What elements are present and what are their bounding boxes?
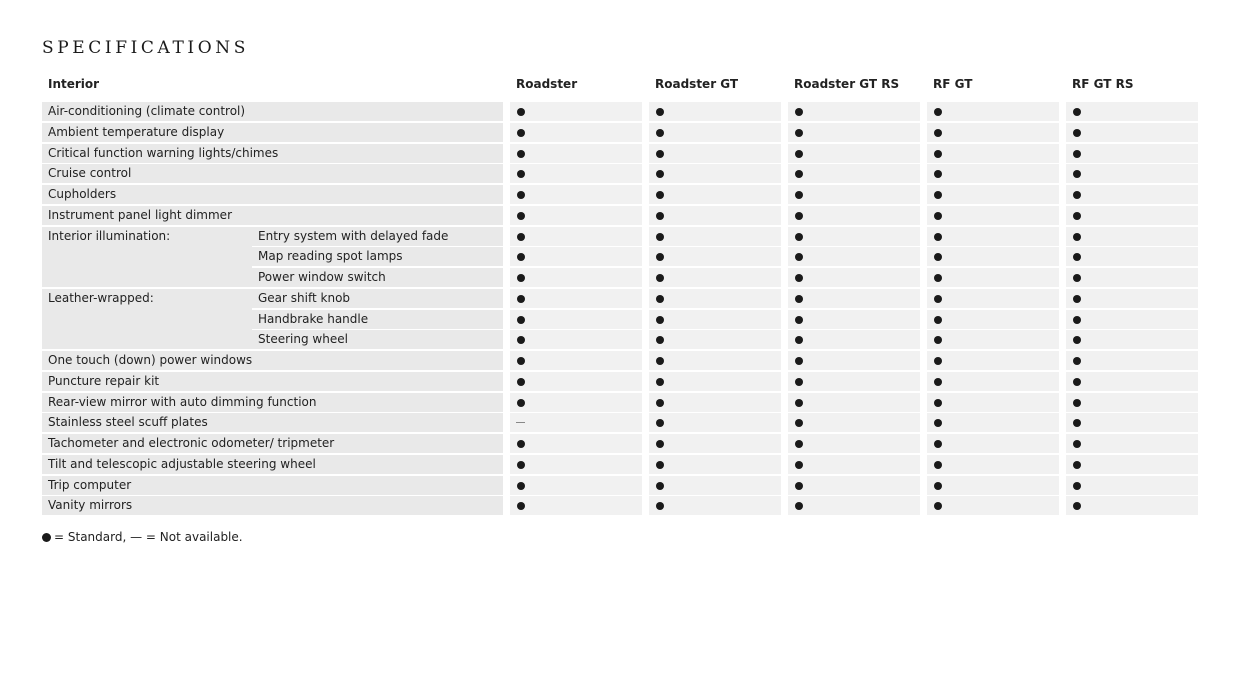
value-cell [927,351,1059,370]
legend-text: = Standard, — = Not available. [54,530,243,544]
table-row [42,393,1202,412]
standard-dot-icon [1073,295,1081,303]
standard-dot-icon [795,461,803,469]
value-cell [510,372,642,391]
value-cell [927,247,1059,266]
table-row [42,164,1202,183]
value-cell [788,227,920,246]
standard-dot-icon [795,399,803,407]
value-cell [510,310,642,329]
standard-dot-icon [1073,357,1081,365]
value-cell [510,164,642,183]
standard-dot-icon [656,316,664,324]
value-cell [1066,144,1198,163]
value-cell [510,289,642,308]
feature-label-cell [42,476,503,495]
value-cell [788,185,920,204]
feature-label-cell [42,393,503,412]
standard-dot-icon [795,212,803,220]
section-header: Interior [48,77,100,91]
table-row [42,289,1202,308]
standard-dot-icon [1073,378,1081,386]
feature-label-cell [42,164,503,183]
feature-label-cell [252,289,503,308]
feature-label-cell [42,372,503,391]
value-cell [510,206,642,225]
value-cell [1066,268,1198,287]
standard-dot-icon [795,295,803,303]
standard-dot-icon [517,461,525,469]
standard-dot-icon [1073,399,1081,407]
standard-dot-icon [934,295,942,303]
value-cell [788,393,920,412]
value-cell [510,351,642,370]
table-row [42,310,1202,329]
value-cell [927,393,1059,412]
value-cell [649,185,781,204]
value-cell [788,476,920,495]
table-row [42,413,1202,432]
value-cell [649,102,781,121]
legend [42,530,243,544]
feature-label-cell [42,351,503,370]
standard-dot-icon [656,150,664,158]
value-cell [927,476,1059,495]
value-cell [1066,413,1198,432]
standard-dot-icon [795,502,803,510]
table-row [42,434,1202,453]
value-cell [788,247,920,266]
value-cell [927,496,1059,515]
value-cell [649,393,781,412]
feature-label: Tachometer and electronic odometer/ tripmeter [48,436,335,450]
value-cell [1066,351,1198,370]
standard-dot-icon [656,129,664,137]
value-cell [649,455,781,474]
standard-dot-icon [795,274,803,282]
standard-dot-icon [934,274,942,282]
value-cell [788,351,920,370]
standard-dot-icon [934,212,942,220]
standard-dot-icon [934,502,942,510]
value-cell [510,455,642,474]
feature-label: Critical function warning lights/chimes [48,145,279,160]
standard-dot-icon [934,108,942,116]
standard-dot-icon [795,378,803,386]
value-cell [927,164,1059,183]
standard-dot-icon [1073,170,1081,178]
feature-label-cell [42,496,503,515]
value-cell [927,123,1059,142]
value-cell [788,164,920,183]
value-cell [649,164,781,183]
value-cell [788,330,920,349]
value-cell [927,310,1059,329]
value-cell [1066,310,1198,329]
table-row [42,123,1202,142]
standard-dot-icon [934,253,942,261]
value-cell [510,476,642,495]
standard-dot-icon [934,482,942,490]
standard-dot-icon [517,170,525,178]
value-cell [649,496,781,515]
not-available-dash-icon [516,422,525,423]
standard-dot-icon [934,336,942,344]
feature-label: One touch (down) power windows [48,353,253,367]
table-row [42,268,1202,287]
value-cell [927,102,1059,121]
value-cell [649,247,781,266]
standard-dot-icon [1073,440,1081,448]
feature-label-cell [42,185,503,204]
feature-label-cell [42,206,503,225]
standard-dot-icon [1073,150,1081,158]
standard-dot-icon [1073,233,1081,241]
feature-label-cell [42,434,503,453]
value-cell [510,413,642,432]
feature-label: Trip computer [48,477,132,492]
value-cell [1066,206,1198,225]
standard-dot-icon [934,233,942,241]
standard-dot-icon [656,170,664,178]
standard-dot-icon [1073,253,1081,261]
group-label: Leather-wrapped: [48,290,154,305]
standard-dot-icon [517,316,525,324]
value-cell [927,185,1059,204]
standard-dot-icon [517,440,525,448]
feature-label: Vanity mirrors [48,498,133,513]
value-cell [510,247,642,266]
standard-dot-icon [1073,461,1081,469]
value-cell [788,455,920,474]
value-cell [788,289,920,308]
standard-dot-icon [934,129,942,137]
value-cell [510,496,642,515]
standard-dot-icon [934,357,942,365]
standard-dot-icon [934,316,942,324]
standard-dot-icon [1073,274,1081,282]
value-cell [510,434,642,453]
value-cell [510,227,642,246]
feature-label-cell [42,413,503,432]
standard-dot-icon [795,316,803,324]
value-cell [1066,227,1198,246]
value-cell [649,413,781,432]
standard-dot-icon [1073,129,1081,137]
standard-dot-icon [656,399,664,407]
value-cell [927,434,1059,453]
feature-label: Cupholders [48,187,117,201]
value-cell [649,372,781,391]
value-cell [1066,496,1198,515]
standard-dot-icon [795,419,803,427]
feature-label-cell [252,247,503,266]
standard-dot-icon [795,336,803,344]
table-row [42,185,1202,204]
feature-label-cell [42,455,503,474]
standard-dot-icon [656,191,664,199]
value-cell [788,102,920,121]
standard-dot-icon [656,378,664,386]
table-row [42,476,1202,495]
standard-dot-icon [795,150,803,158]
value-cell [510,123,642,142]
sub-feature-label: Steering wheel [258,332,348,347]
standard-dot-icon [517,129,525,137]
group-label: Interior illumination: [48,228,171,243]
value-cell [649,144,781,163]
standard-dot-icon [795,482,803,490]
standard-dot-icon [517,482,525,490]
table-row [42,372,1202,391]
feature-label: Air-conditioning (climate control) [48,104,246,118]
table-row [42,330,1202,349]
value-cell [1066,289,1198,308]
standard-dot-icon [517,357,525,365]
sub-feature-label: Entry system with delayed fade [258,228,449,243]
value-cell [649,206,781,225]
standard-dot-icon [795,253,803,261]
standard-dot-icon [1073,316,1081,324]
feature-label: Cruise control [48,166,132,181]
table-row [42,247,1202,266]
standard-dot-icon [656,253,664,261]
feature-label: Stainless steel scuff plates [48,415,208,430]
standard-dot-icon [795,233,803,241]
table-row [42,102,1202,121]
feature-label-cell [252,268,503,287]
standard-dot-icon [795,357,803,365]
standard-dot-icon [656,440,664,448]
standard-dot-icon [1073,419,1081,427]
standard-dot-icon [656,295,664,303]
standard-dot-icon [517,108,525,116]
sub-feature-label: Gear shift knob [258,290,351,305]
value-cell [788,310,920,329]
standard-dot-icon [517,253,525,261]
standard-dot-icon [934,399,942,407]
value-cell [788,496,920,515]
standard-dot-icon [934,170,942,178]
standard-dot-icon [656,482,664,490]
value-cell [649,476,781,495]
feature-label: Puncture repair kit [48,373,160,388]
standard-dot-icon [656,336,664,344]
standard-dot-icon [656,212,664,220]
standard-dot-icon [1073,502,1081,510]
value-cell [927,227,1059,246]
value-cell [510,102,642,121]
feature-label: Ambient temperature display [48,124,225,139]
column-header: Roadster GT [655,77,739,91]
value-cell [649,227,781,246]
value-cell [927,144,1059,163]
sub-feature-label: Handbrake handle [258,311,369,326]
standard-dot-icon [1073,191,1081,199]
standard-dot-icon [656,419,664,427]
standard-dot-icon [1073,336,1081,344]
value-cell [1066,434,1198,453]
table-row [42,351,1202,370]
column-header: RF GT [933,77,973,91]
standard-dot-icon [934,191,942,199]
value-cell [1066,247,1198,266]
value-cell [649,434,781,453]
standard-dot-icon [517,502,525,510]
feature-label-cell [42,144,503,163]
standard-dot-icon [517,233,525,241]
standard-dot-icon [517,150,525,158]
standard-dot-icon [517,212,525,220]
standard-dot-icon [934,419,942,427]
value-cell [1066,393,1198,412]
standard-dot-icon [517,399,525,407]
standard-dot-icon [1073,108,1081,116]
table-row [42,496,1202,515]
value-cell [927,206,1059,225]
feature-label: Instrument panel light dimmer [48,207,233,222]
standard-dot-icon [656,233,664,241]
standard-dot-icon [795,108,803,116]
standard-dot-icon [517,295,525,303]
page-title: SPECIFICATIONS [42,38,249,58]
value-cell [510,185,642,204]
table-row [42,144,1202,163]
sub-feature-label: Map reading spot lamps [258,249,403,264]
value-cell [649,351,781,370]
value-cell [1066,455,1198,474]
value-cell [649,310,781,329]
value-cell [788,206,920,225]
value-cell [1066,476,1198,495]
standard-dot-icon [656,108,664,116]
value-cell [927,330,1059,349]
feature-label-cell [252,227,503,246]
standard-dot-icon [517,336,525,344]
feature-label: Rear-view mirror with auto dimming function [48,394,317,409]
standard-dot-icon [934,150,942,158]
standard-dot-icon [795,129,803,137]
standard-dot-icon [517,378,525,386]
standard-dot-icon [517,274,525,282]
value-cell [927,289,1059,308]
standard-dot-icon [656,461,664,469]
value-cell [788,372,920,391]
value-cell [1066,102,1198,121]
value-cell [1066,330,1198,349]
feature-label-cell [42,123,503,142]
value-cell [1066,185,1198,204]
value-cell [649,289,781,308]
value-cell [510,144,642,163]
column-header: RF GT RS [1072,77,1134,91]
value-cell [788,144,920,163]
value-cell [927,413,1059,432]
feature-label: Tilt and telescopic adjustable steering wheel [48,456,316,471]
standard-dot-icon [934,378,942,386]
value-cell [510,393,642,412]
standard-dot-icon [1073,482,1081,490]
value-cell [788,434,920,453]
value-cell [788,268,920,287]
standard-dot-icon [1073,212,1081,220]
column-header: Roadster [516,77,578,91]
feature-label-cell [42,102,503,121]
value-cell [649,330,781,349]
standard-dot-icon [795,170,803,178]
feature-label-cell [252,310,503,329]
standard-dot-icon [656,357,664,365]
feature-label-cell [252,330,503,349]
table-row [42,227,1202,246]
value-cell [1066,164,1198,183]
standard-dot-icon [656,274,664,282]
standard-dot-icon [517,191,525,199]
standard-dot-icon [934,440,942,448]
value-cell [510,330,642,349]
value-cell [927,268,1059,287]
value-cell [649,123,781,142]
column-header: Roadster GT RS [794,77,900,91]
value-cell [1066,123,1198,142]
standard-dot-icon [795,440,803,448]
standard-dot-icon [42,533,51,542]
value-cell [649,268,781,287]
standard-dot-icon [656,502,664,510]
value-cell [788,123,920,142]
standard-dot-icon [934,461,942,469]
standard-dot-icon [795,191,803,199]
value-cell [927,455,1059,474]
value-cell [788,413,920,432]
value-cell [1066,372,1198,391]
sub-feature-label: Power window switch [258,270,386,284]
table-row [42,455,1202,474]
value-cell [510,268,642,287]
table-row [42,206,1202,225]
value-cell [927,372,1059,391]
